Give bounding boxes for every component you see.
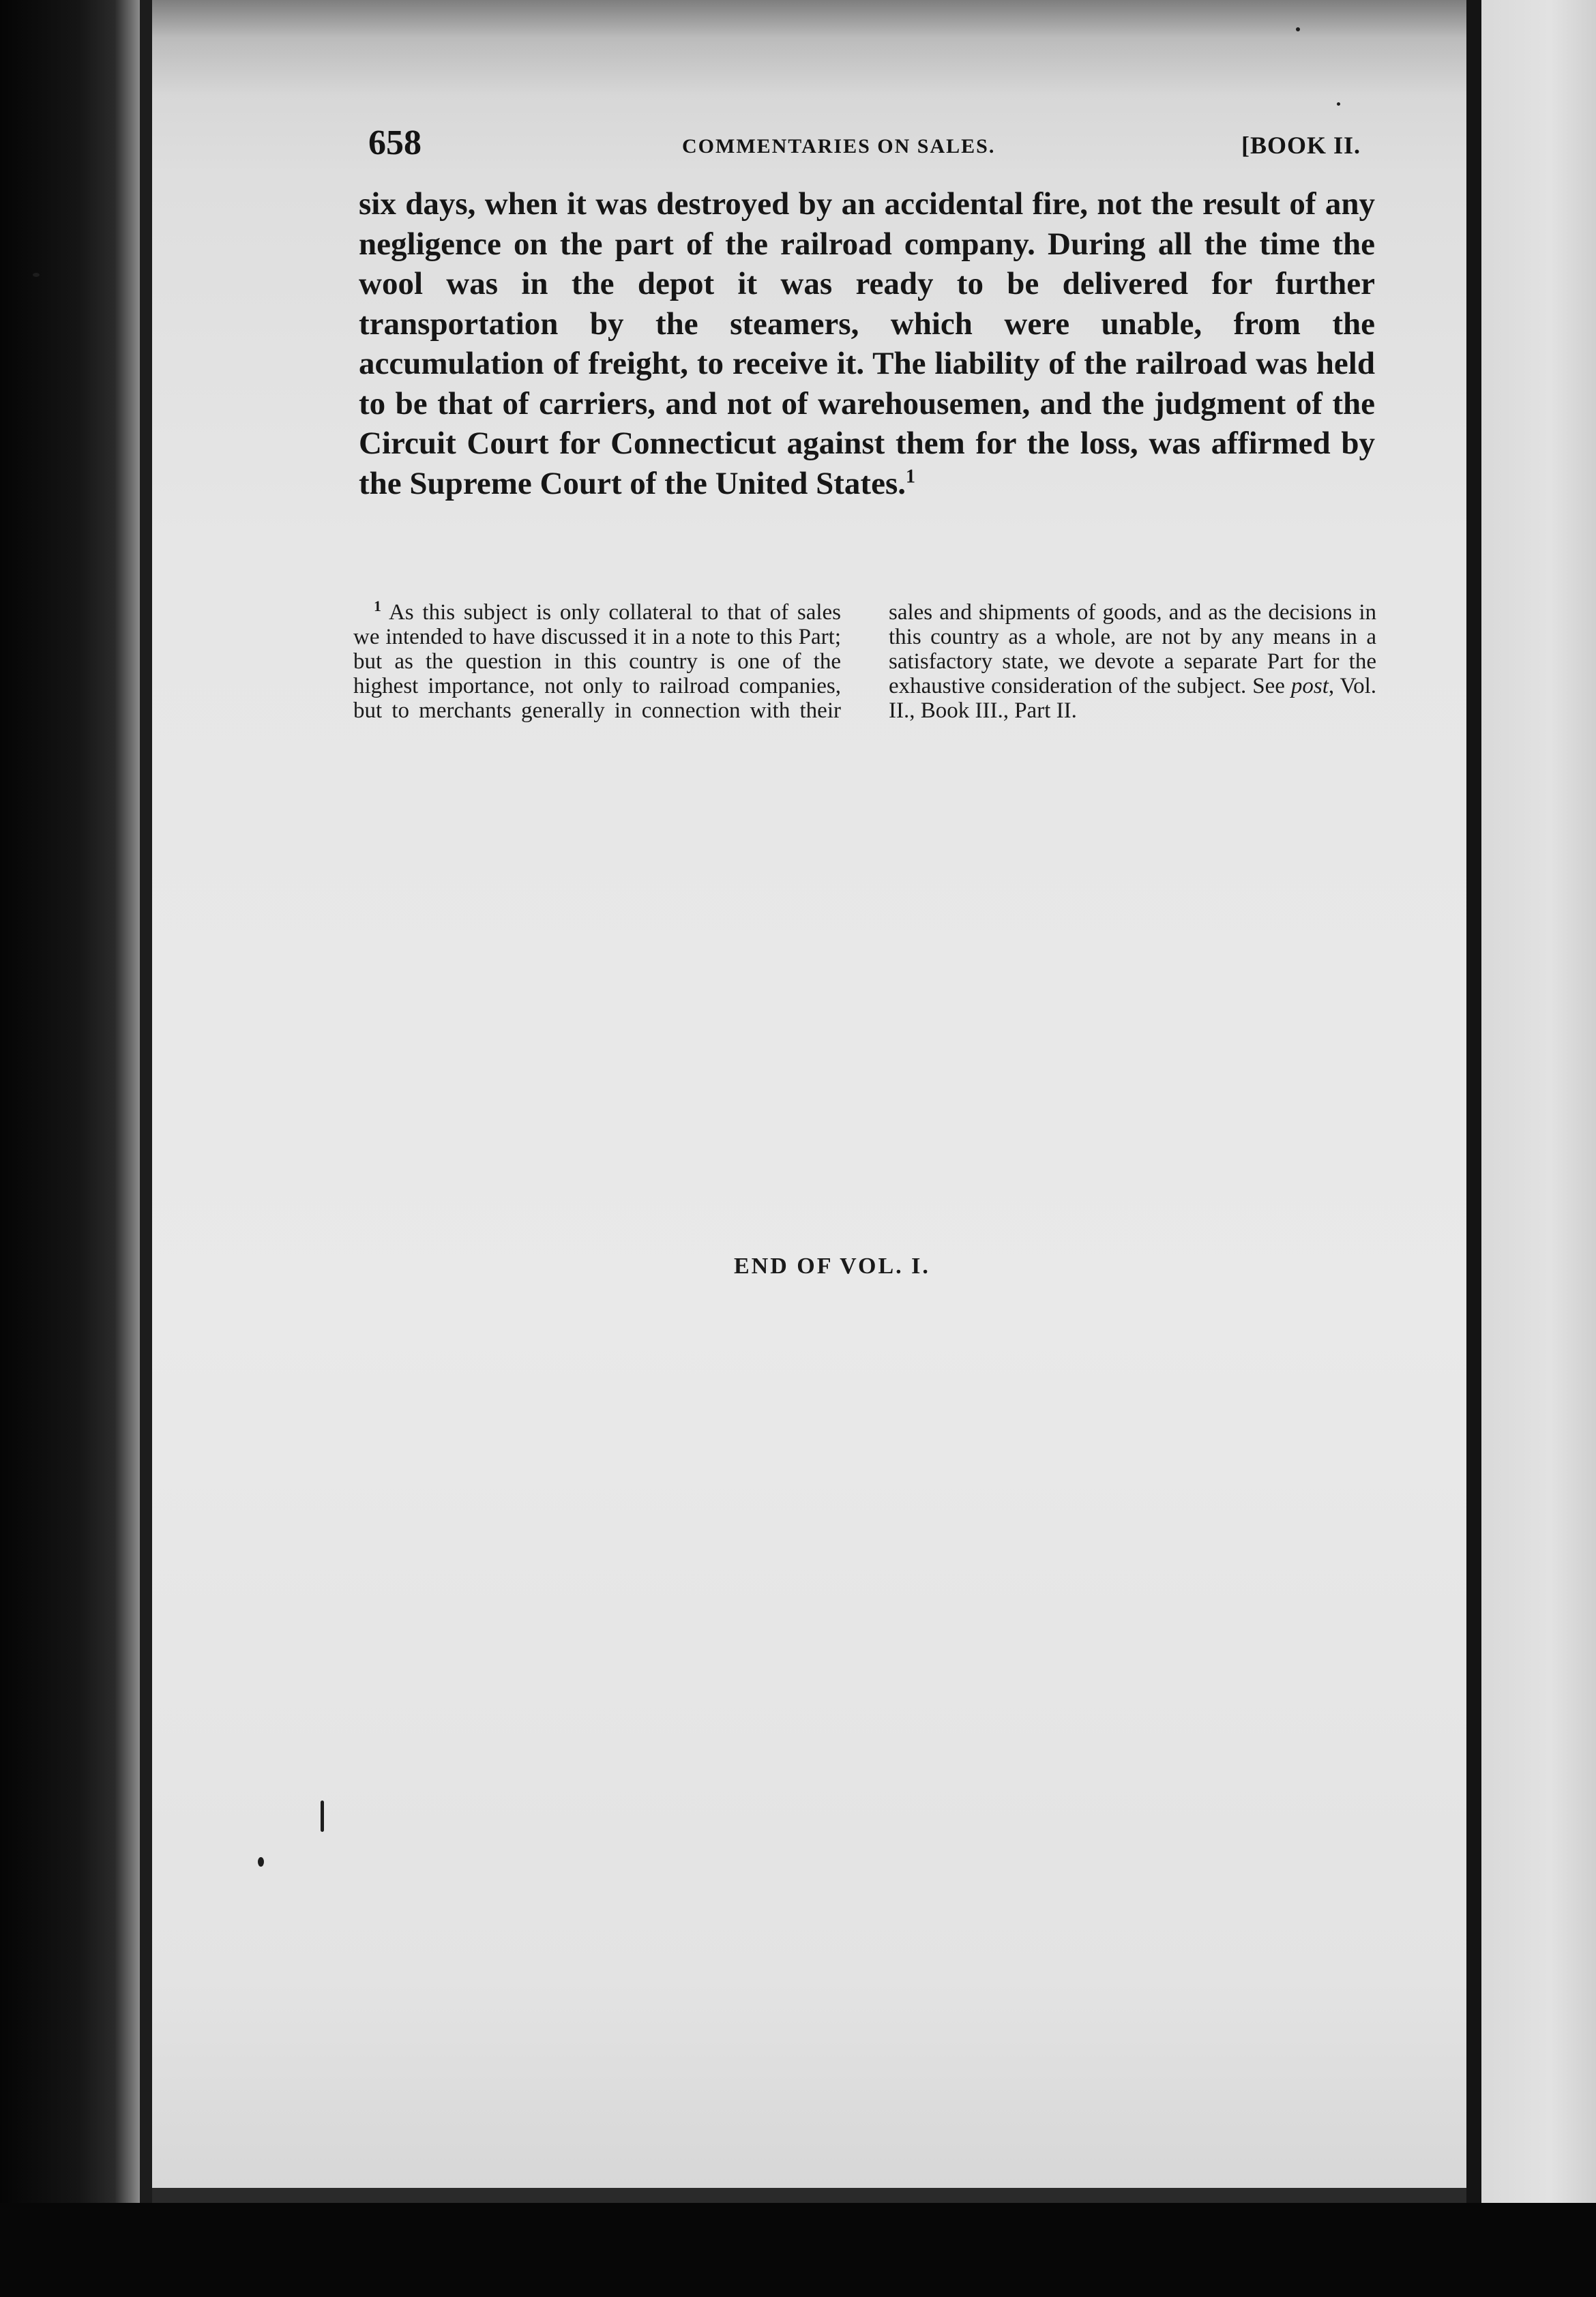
footnote-block <box>353 597 1377 723</box>
page-number: 658 <box>368 123 422 162</box>
scan-speck <box>1296 27 1300 31</box>
book-gutter <box>1466 0 1481 2297</box>
adjacent-page-edge <box>1481 0 1596 2203</box>
scan-speck <box>321 1800 324 1832</box>
scan-left-margin <box>0 0 143 2297</box>
footnote <box>353 597 1377 723</box>
footnote-reference: 1 <box>905 465 915 487</box>
running-head <box>368 123 1405 177</box>
scan-bottom-margin <box>0 2203 1596 2297</box>
body-paragraph <box>359 184 1375 503</box>
scan-speck <box>1337 102 1340 106</box>
footnote-citation: , Vol. II., Book III., Part II. <box>889 674 1377 723</box>
footnote-text: As this subject is only collateral to that of sales we intended to have discussed it in a note to this Part; but as the question in this country is one of the highest importance, not only to railroad companies, but to merchants generally in connection with their sales and shipments of goods, and as the decisions in this country as a whole, are not by any means in a satisfactory state, we devote a separate Part for the exhaustive consideration of the subject. See <box>353 600 1376 723</box>
scan-speck <box>258 1857 264 1867</box>
end-of-volume: END OF VOL. I. <box>734 1254 930 1279</box>
page-top-shadow <box>152 0 1511 95</box>
running-title: COMMENTARIES ON SALES. <box>682 135 996 158</box>
body-text <box>359 184 1375 503</box>
scan-speck <box>33 273 40 277</box>
paragraph-text: six days, when it was destroyed by an accidental fire, not the result of any negligence on the part of the railroad company. During all the time the wool was in the depot it was ready to be delivered for further transportation by the steamers, which were unable, from the accumulation of freight, to receive it. The liability of the railroad was held to be that of carriers, and not of warehousemen, and the judgment of the Circuit Court for Connecticut against them for the loss, was affirmed by the Supreme Court of the United States. <box>359 186 1375 501</box>
footnote-italic: post <box>1290 674 1329 698</box>
book-label: [BOOK II. <box>1241 132 1361 159</box>
footnote-mark: 1 <box>374 597 381 614</box>
page-bottom-edge <box>152 2188 1511 2203</box>
